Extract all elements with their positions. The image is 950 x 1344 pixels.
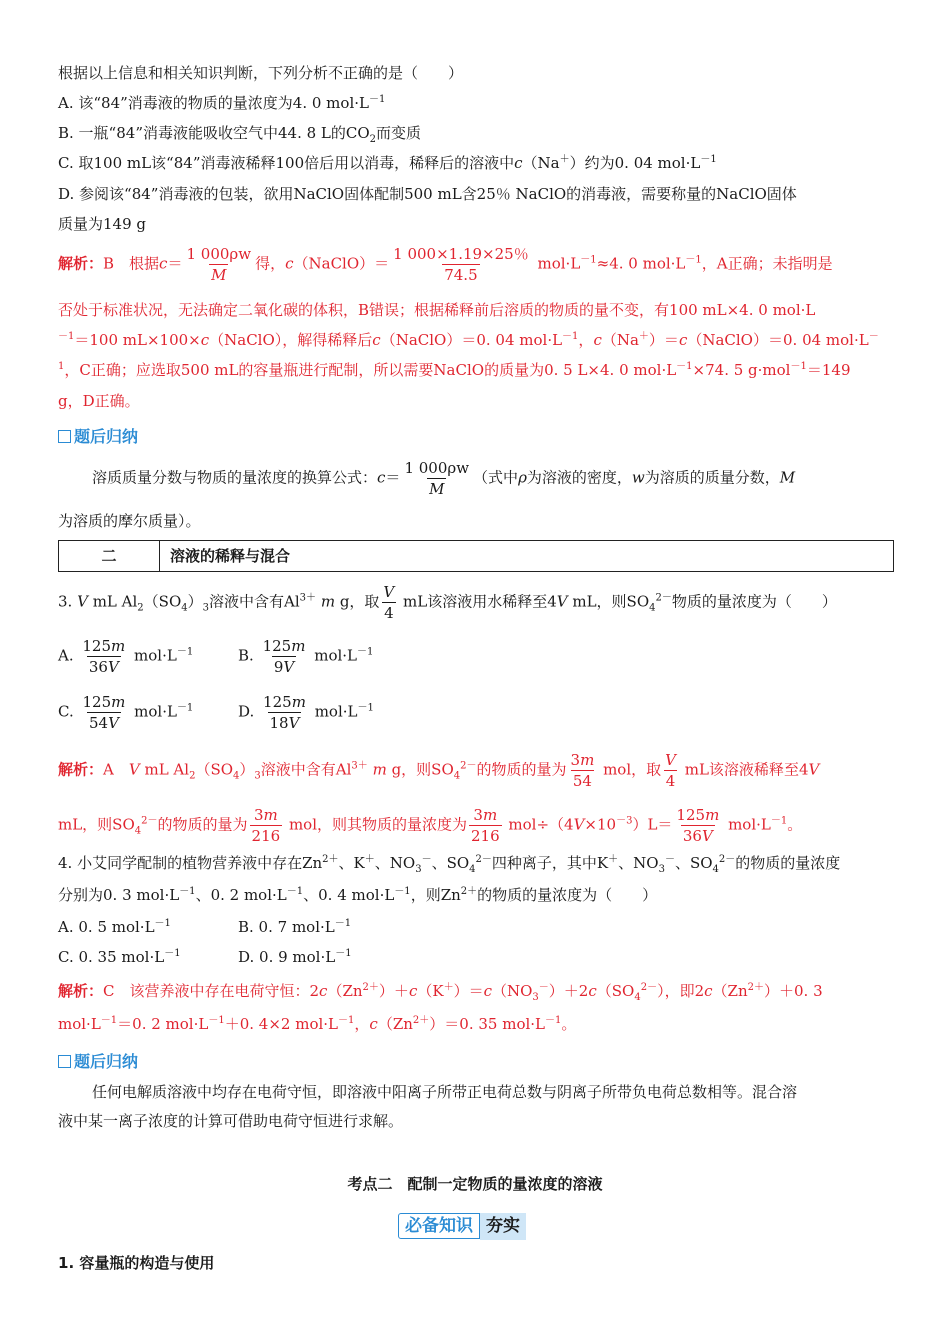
badge-left: 必备知识 (398, 1213, 480, 1239)
answer-4-line2: $mol\cdot L^{-1}=0$. 2 $mol\cdot L^{-1}+0$. 4×2 $mol\cdot L^{-1}$，$c(Zn^{2+})=0$. 35 $mol\cdot L^{-1}$。 (58, 1015, 577, 1033)
question-3: 3. V mL $Al_2(SO_4)_3$溶液中含有$Al^{3+}$ m g，取 $\frac{V}{4}$ mL该溶液用水稀释至4V mL，则$SO_4^{2-}$物质的量浓度为（ ） (58, 583, 837, 622)
option-3a: A. $\frac{125m}{36V}$ $mol\cdot L^{-1}$ (58, 637, 194, 676)
section-header (58, 540, 894, 572)
badge-right: 夯实 (480, 1213, 526, 1240)
question-intro: 根据以上信息和相关知识判断，下列分析不正确的是（ ） (58, 64, 464, 82)
answer-1-line4: $^1$，C正确；应选取500 mL的容量瓶进行配制，所以需要NaClO的质量为0. 5 L×4. 0 $mol\cdot L^{-1}\times 74$. 5 g·mol$^{-1}$＝149 (58, 361, 851, 379)
option-3c: C. $\frac{125m}{54V}$ $mol\cdot L^{-1}$ (58, 693, 194, 732)
checkbox-square-icon (58, 1055, 71, 1068)
option-a: A. 该“84”消毒液的物质的量浓度为4. 0 $mol\cdot L^{-1}$ (58, 94, 386, 112)
summary-heading-2: 题后归纳 (58, 1051, 138, 1073)
summary-2-line1: 任何电解质溶液中均存在电荷守恒，即溶液中阳离子所带正电荷总数与阴离子所带负电荷总数相等。混合溶 (92, 1083, 798, 1101)
answer-1-line1: 解析：B 根据c＝ $\frac{1 000\rho w}{M}$ 得，c（NaClO）＝ $\frac{1 000\times 1.19\times 25\%}{74.5}$ $mol\cdot L^{-1}\approx 4$. 0 $mol\cdot L^{-1}$，A正确；未指明是 (58, 245, 833, 284)
summary-1: 溶质质量分数与物质的量浓度的换算公式：c＝ $\frac{1 000\rho w}{M}$ （式中ρ为溶液的密度，w为溶质的质量分数，M (92, 459, 796, 498)
question-4: 4. 小艾同学配制的植物营养液中存在$Zn^{2+}$、K＋、$NO_3^-$、$SO_4^{2-}$四种离子，其中K＋、$NO_3^-$、$SO_4^{2-}$的物质的量浓度 (58, 854, 841, 875)
summary-2-line2: 液中某一离子浓度的计算可借助电荷守恒进行求解。 (58, 1112, 404, 1130)
fraction: $\frac{1 000\rho w}{M}$ (404, 459, 470, 498)
answer-1-line5: g，D正确。 (58, 392, 140, 410)
answer-1-line2: 否处于标准状况，无法确定二氧化碳的体积，B错误；根据稀释前后溶质的物质的量不变，有100 mL×4. 0 mol·L (58, 301, 816, 319)
summary-heading-1: 题后归纳 (58, 426, 138, 448)
fraction: $\frac{V}{4}$ (383, 583, 395, 622)
option-c: C. 取100 mL该“84”消毒液稀释100倍后用以消毒，稀释后的溶液中c（Na＋）约为0. 04 $mol\cdot L^{-1}$ (58, 154, 717, 172)
checkbox-square-icon (58, 430, 71, 443)
fraction: $\frac{1 000\times 1.19\times 25\%}{74.5}$ (393, 245, 529, 284)
section-title: 溶液的稀释与混合 (170, 547, 291, 565)
option-3d: D. $\frac{125m}{18V}$ $mol\cdot L^{-1}$ (238, 693, 374, 732)
question-4-cont: 分别为0. 3 $mol\cdot L^{-1}$、0. 2 $mol\cdot L^{-1}$、0. 4 $mol\cdot L^{-1}$，则$Zn^{2+}$的物质的量浓度为（ ） (58, 886, 658, 904)
summary-1-cont: 为溶质的摩尔质量）。 (58, 512, 201, 530)
option-4d: D. 0. 9 $mol\cdot L^{-1}$ (238, 948, 352, 966)
option-d: D. 参阅该“84”消毒液的包装，欲用NaClO固体配制500 mL含25％ NaClO的消毒液，需要称量的NaClO固体 (58, 185, 797, 203)
option-d-cont: 质量为149 g (58, 215, 147, 233)
section-number: 二 (59, 541, 160, 571)
knowledge-badge (398, 1212, 526, 1240)
answer-4-line1: 解析：C 该营养液中存在电荷守恒：$2c(Zn^{2+})+c(K^+)=c(NO_3^-)+2c(SO_4^{2-})$，即$2c(Zn^{2+})+0$. 3 (58, 982, 823, 1003)
topic-title: 考点二 配制一定物质的量浓度的溶液 (347, 1175, 603, 1193)
option-4b: B. 0. 7 $mol\cdot L^{-1}$ (238, 918, 352, 936)
answer-3-line2: mL，则$SO_4^{2-}$的物质的量为 $\frac{3m}{216}$ mol，则其物质的量浓度为 $\frac{3m}{216}$ $mol\div(4V\times 10^{-3})L=$ $\frac{125m}{36V}$ $mol\cdot L^{-1}$。 (58, 806, 803, 845)
option-4a: A. 0. 5 $mol\cdot L^{-1}$ (58, 918, 171, 936)
option-b: B. 一瓶“84”消毒液能吸收空气中44. 8 L的$CO_2$而变质 (58, 124, 422, 145)
answer-1-line3: $^{-1}$＝100 mL×100×c（NaClO），解得稀释后c（NaClO）＝0. 04 $mol\cdot L^{-1}$，c（Na＋）＝c（NaClO）＝0. 04 mol·L－ (58, 331, 879, 349)
option-4c: C. 0. 35 $mol\cdot L^{-1}$ (58, 948, 181, 966)
fraction: $\frac{1 000\rho w}{M}$ (186, 245, 252, 284)
option-3b: B. $\frac{125m}{9V}$ $mol\cdot L^{-1}$ (238, 637, 374, 676)
subsection-title: 1. 容量瓶的构造与使用 (58, 1254, 215, 1272)
answer-3-line1: 解析：A V mL $Al_2(SO_4)_3$溶液中含有$Al^{3+}$ m g，则$SO_4^{2-}$的物质的量为 $\frac{3m}{54}$ mol，取 $\frac{V}{4}$ mL该溶液稀释至4V (58, 751, 820, 790)
